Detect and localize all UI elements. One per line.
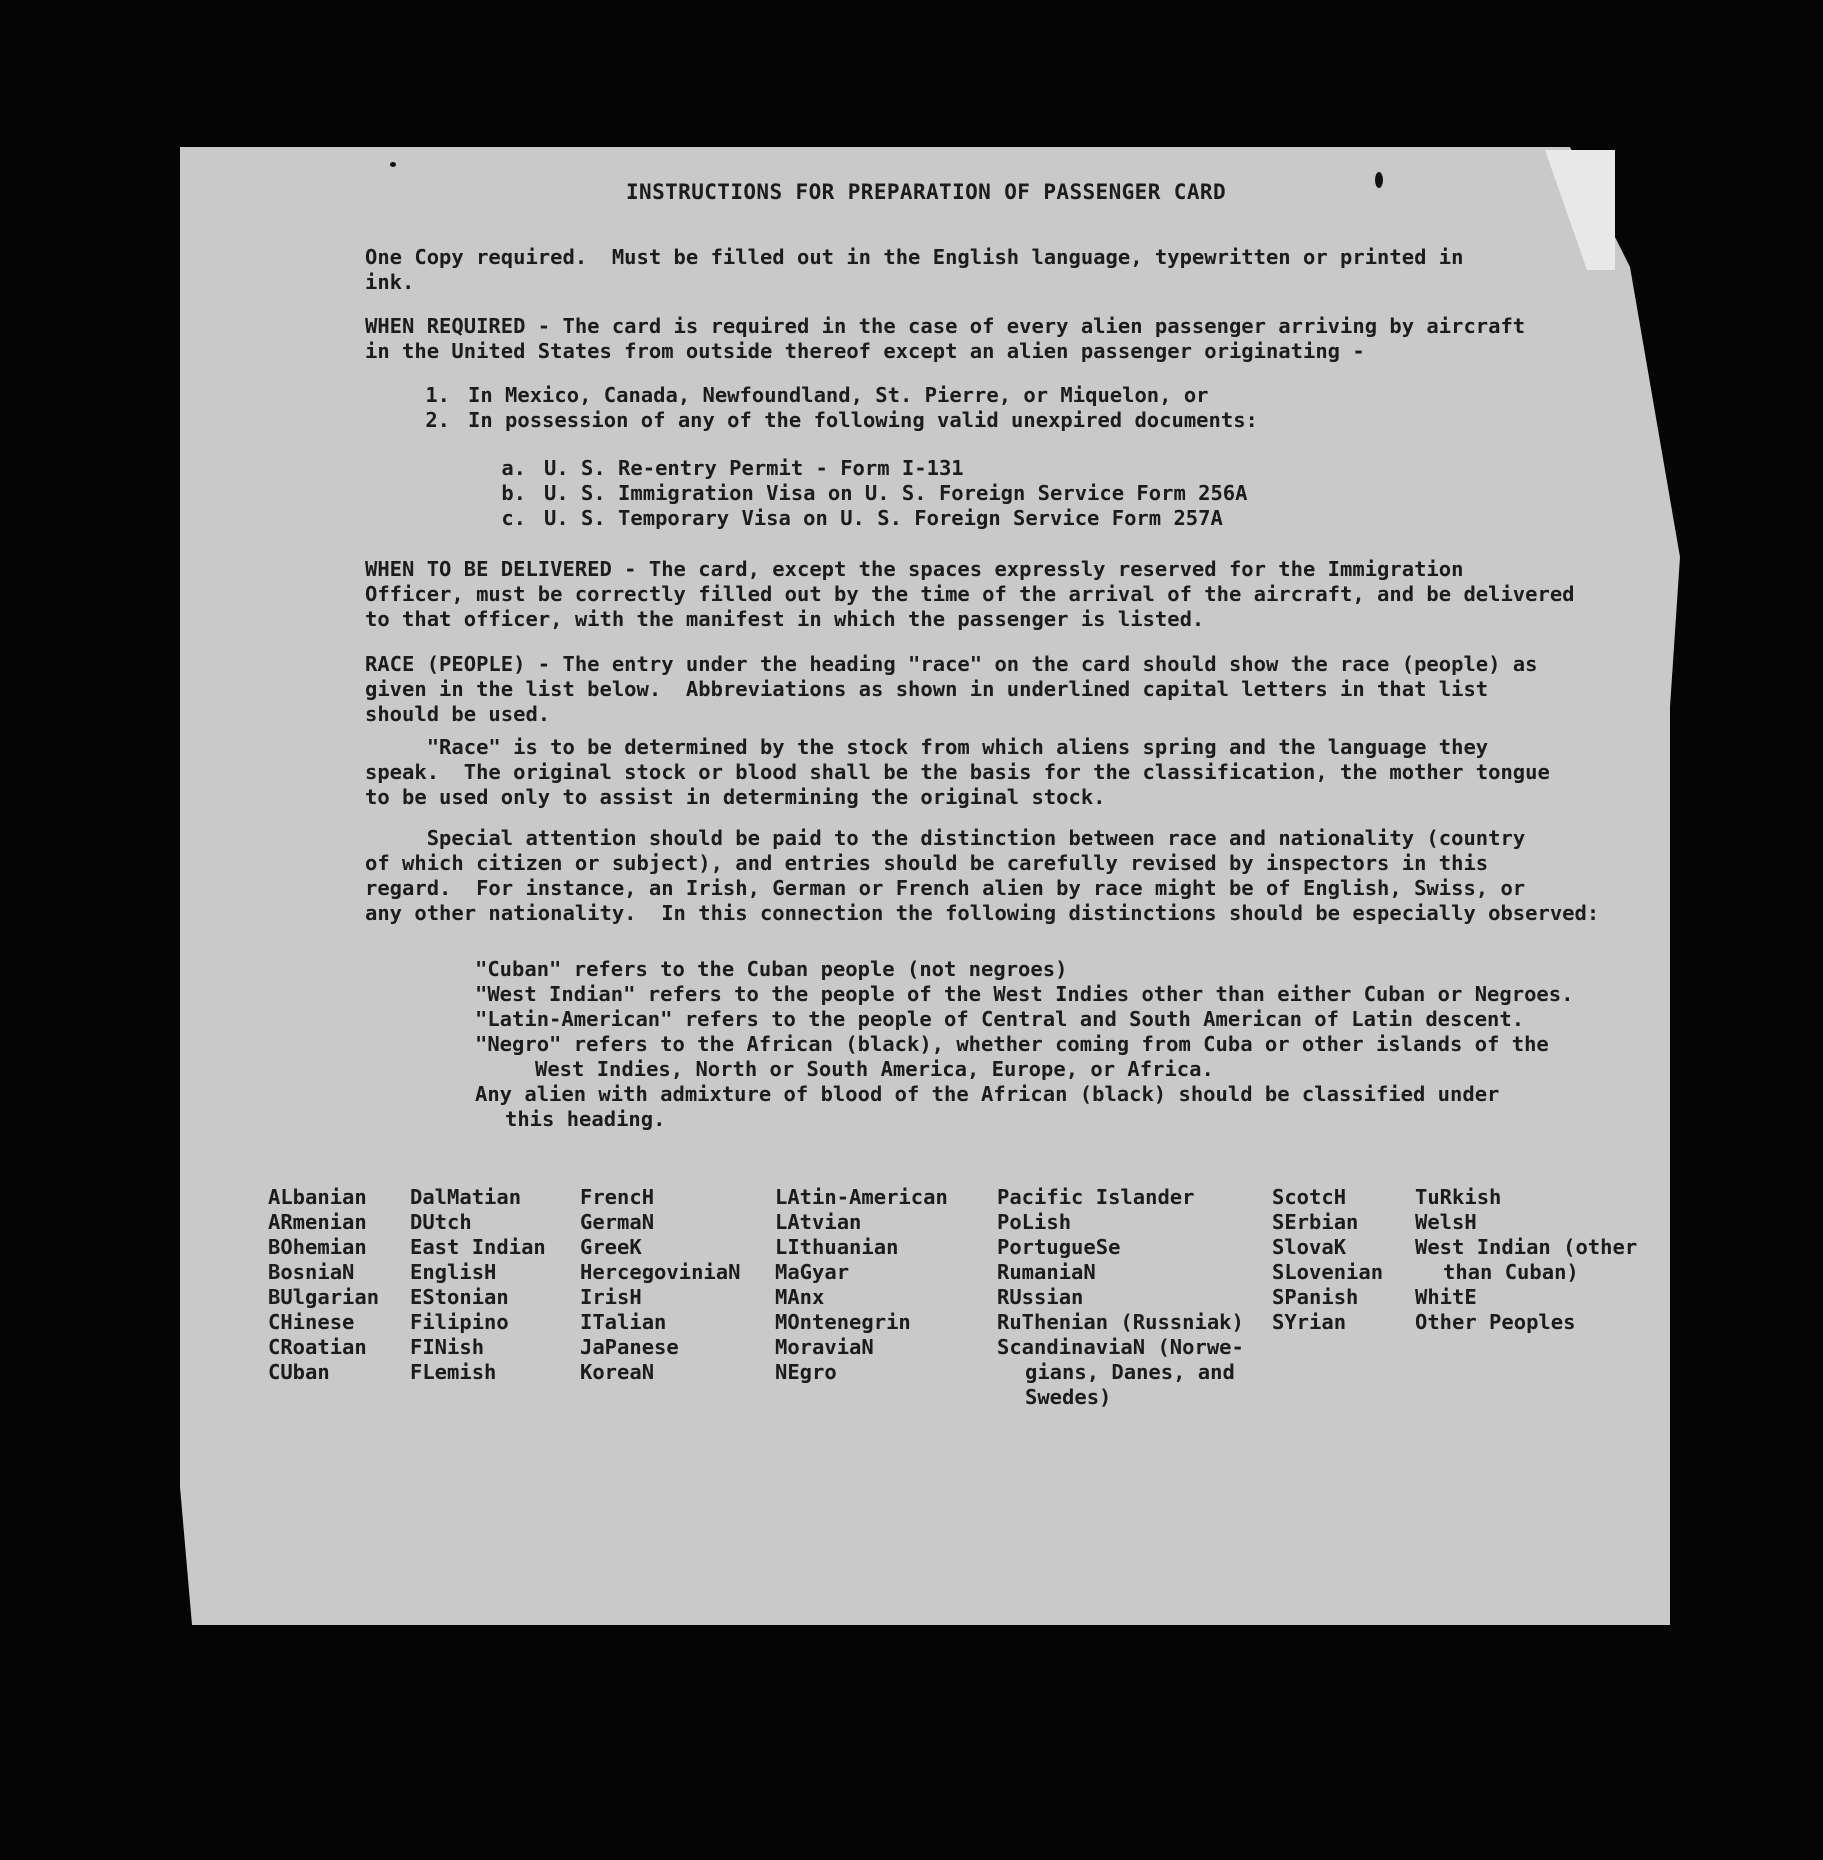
race-item: West Indian (other: [1415, 1235, 1638, 1259]
race-item: HercegoviniaN: [580, 1260, 741, 1284]
race-item: SErbian: [1272, 1210, 1359, 1234]
distinction-negro-continued: West Indies, North or South America, Europe, or Africa.: [535, 1057, 1214, 1081]
race-item: SYrian: [1272, 1310, 1347, 1334]
race-item: KoreaN: [580, 1360, 655, 1384]
race-item: LIthuanian: [775, 1235, 899, 1259]
distinction-latin-american: "Latin-American" refers to the people of Central and South American of Latin descent.: [475, 1007, 1525, 1031]
race-column-1: [268, 1185, 379, 1385]
race-item: WhitE: [1415, 1285, 1477, 1309]
race-item-continued: than Cuban): [1443, 1260, 1579, 1284]
race-column-2: [410, 1185, 546, 1385]
distinction-negro: "Negro" refers to the African (black), whether coming from Cuba or other islands of the: [475, 1032, 1549, 1056]
when-delivered-paragraph: WHEN TO BE DELIVERED - The card, except the spaces expressly reserved for the Immigration Officer, must be correctly filled out by the time of the arrival of the aircraft, and be delivered to that officer, with the manifest in which the passenger is listed.: [365, 557, 1575, 631]
race-item: MAnx: [775, 1285, 825, 1309]
race-item: BosniaN: [268, 1260, 355, 1284]
race-item: JaPanese: [580, 1335, 679, 1359]
ink-speck: [390, 162, 396, 167]
ink-speck: [1375, 172, 1383, 188]
race-item: GermaN: [580, 1210, 655, 1234]
when-required-paragraph: WHEN REQUIRED - The card is required in the case of every alien passenger arriving by aircraft in the United States from outside thereof except an alien passenger originating -: [365, 314, 1526, 363]
race-item: FLemish: [410, 1360, 497, 1384]
race-item: ScandinaviaN (Norwe-: [997, 1335, 1244, 1359]
race-item: FrencH: [580, 1185, 655, 1209]
page-title: INSTRUCTIONS FOR PREPARATION OF PASSENGER CARD: [626, 180, 1226, 204]
race-item: BOhemian: [268, 1235, 367, 1259]
race-item: Pacific Islander: [997, 1185, 1195, 1209]
race-item: Filipino: [410, 1310, 509, 1334]
race-item: EnglisH: [410, 1260, 497, 1284]
race-item: WelsH: [1415, 1210, 1477, 1234]
list-item: 1. In Mexico, Canada, Newfoundland, St. Pierre, or Miquelon, or: [425, 383, 1209, 407]
race-item: CRoatian: [268, 1335, 367, 1359]
race-item: ALbanian: [268, 1185, 367, 1209]
race-people-paragraph: RACE (PEOPLE) - The entry under the heading "race" on the card should show the race (people) as given in the list below. Abbreviations as shown in underlined capital letters in that list should be used.: [365, 652, 1538, 726]
race-item: IrisH: [580, 1285, 642, 1309]
race-definition-paragraph: "Race" is to be determined by the stock from which aliens spring and the language they speak. The original stock or blood shall be the basis for the classification, the mother tongue to be used only to assist in determining the original stock.: [365, 735, 1550, 809]
race-item: PortugueSe: [997, 1235, 1121, 1259]
race-item: ITalian: [580, 1310, 667, 1334]
race-item: FINish: [410, 1335, 485, 1359]
race-item: NEgro: [775, 1360, 837, 1384]
race-item: DUtch: [410, 1210, 472, 1234]
race-item: RUssian: [997, 1285, 1084, 1309]
intro-paragraph: One Copy required. Must be filled out in the English language, typewritten or printed in ink.: [365, 245, 1464, 294]
race-item-continued: gians, Danes, and: [1025, 1360, 1235, 1384]
list-item: b. U. S. Immigration Visa on U. S. Foreign Service Form 256A: [501, 481, 1248, 505]
race-column-7: [1415, 1185, 1637, 1335]
race-item: ARmenian: [268, 1210, 367, 1234]
race-item: LAtin-American: [775, 1185, 948, 1209]
race-item: RuThenian (Russniak): [997, 1310, 1244, 1334]
distinction-admixture-continued: this heading.: [505, 1107, 666, 1131]
list-item: c. U. S. Temporary Visa on U. S. Foreign Service Form 257A: [501, 506, 1223, 530]
race-column-5: [997, 1185, 1244, 1410]
distinction-west-indian: "West Indian" refers to the people of the West Indies other than either Cuban or Negroes.: [475, 982, 1574, 1006]
list-item: a. U. S. Re-entry Permit - Form I-131: [501, 456, 964, 480]
race-item: MaGyar: [775, 1260, 850, 1284]
race-item: SLovenian: [1272, 1260, 1384, 1284]
race-item: RumaniaN: [997, 1260, 1096, 1284]
race-item: DalMatian: [410, 1185, 522, 1209]
race-item: PoLish: [997, 1210, 1072, 1234]
race-item: CHinese: [268, 1310, 355, 1334]
race-item: ScotcH: [1272, 1185, 1347, 1209]
distinction-cuban: "Cuban" refers to the Cuban people (not negroes): [475, 957, 1068, 981]
race-item: SPanish: [1272, 1285, 1359, 1309]
race-item: EStonian: [410, 1285, 509, 1309]
lettered-list: [496, 456, 1248, 531]
race-item: GreeK: [580, 1235, 642, 1259]
race-item: LAtvian: [775, 1210, 862, 1234]
race-item: East Indian: [410, 1235, 546, 1259]
numbered-list: [420, 383, 1258, 433]
race-column-6: [1272, 1185, 1383, 1335]
race-item: MOntenegrin: [775, 1310, 911, 1334]
race-item: MoraviaN: [775, 1335, 874, 1359]
race-item: BUlgarian: [268, 1285, 380, 1309]
race-item-continued: Swedes): [1025, 1385, 1112, 1409]
race-item: TuRkish: [1415, 1185, 1502, 1209]
list-item: 2. In possession of any of the following valid unexpired documents:: [425, 408, 1258, 432]
race-column-4: [775, 1185, 948, 1385]
race-item: Other Peoples: [1415, 1310, 1576, 1334]
distinction-admixture: Any alien with admixture of blood of the African (black) should be classified under: [475, 1082, 1500, 1106]
race-column-3: [580, 1185, 740, 1385]
race-item: CUban: [268, 1360, 330, 1384]
distinctions-list: [475, 957, 1675, 1132]
race-item: SlovaK: [1272, 1235, 1347, 1259]
special-attention-paragraph: Special attention should be paid to the distinction between race and nationality (country of which citizen or subject), and entries should be carefully revised by inspectors in this regard. For instance, an Irish, German or French alien by race might be of English, Swiss, or any other nationality. In this connection the following distinctions should be especially observed:: [365, 826, 1600, 925]
